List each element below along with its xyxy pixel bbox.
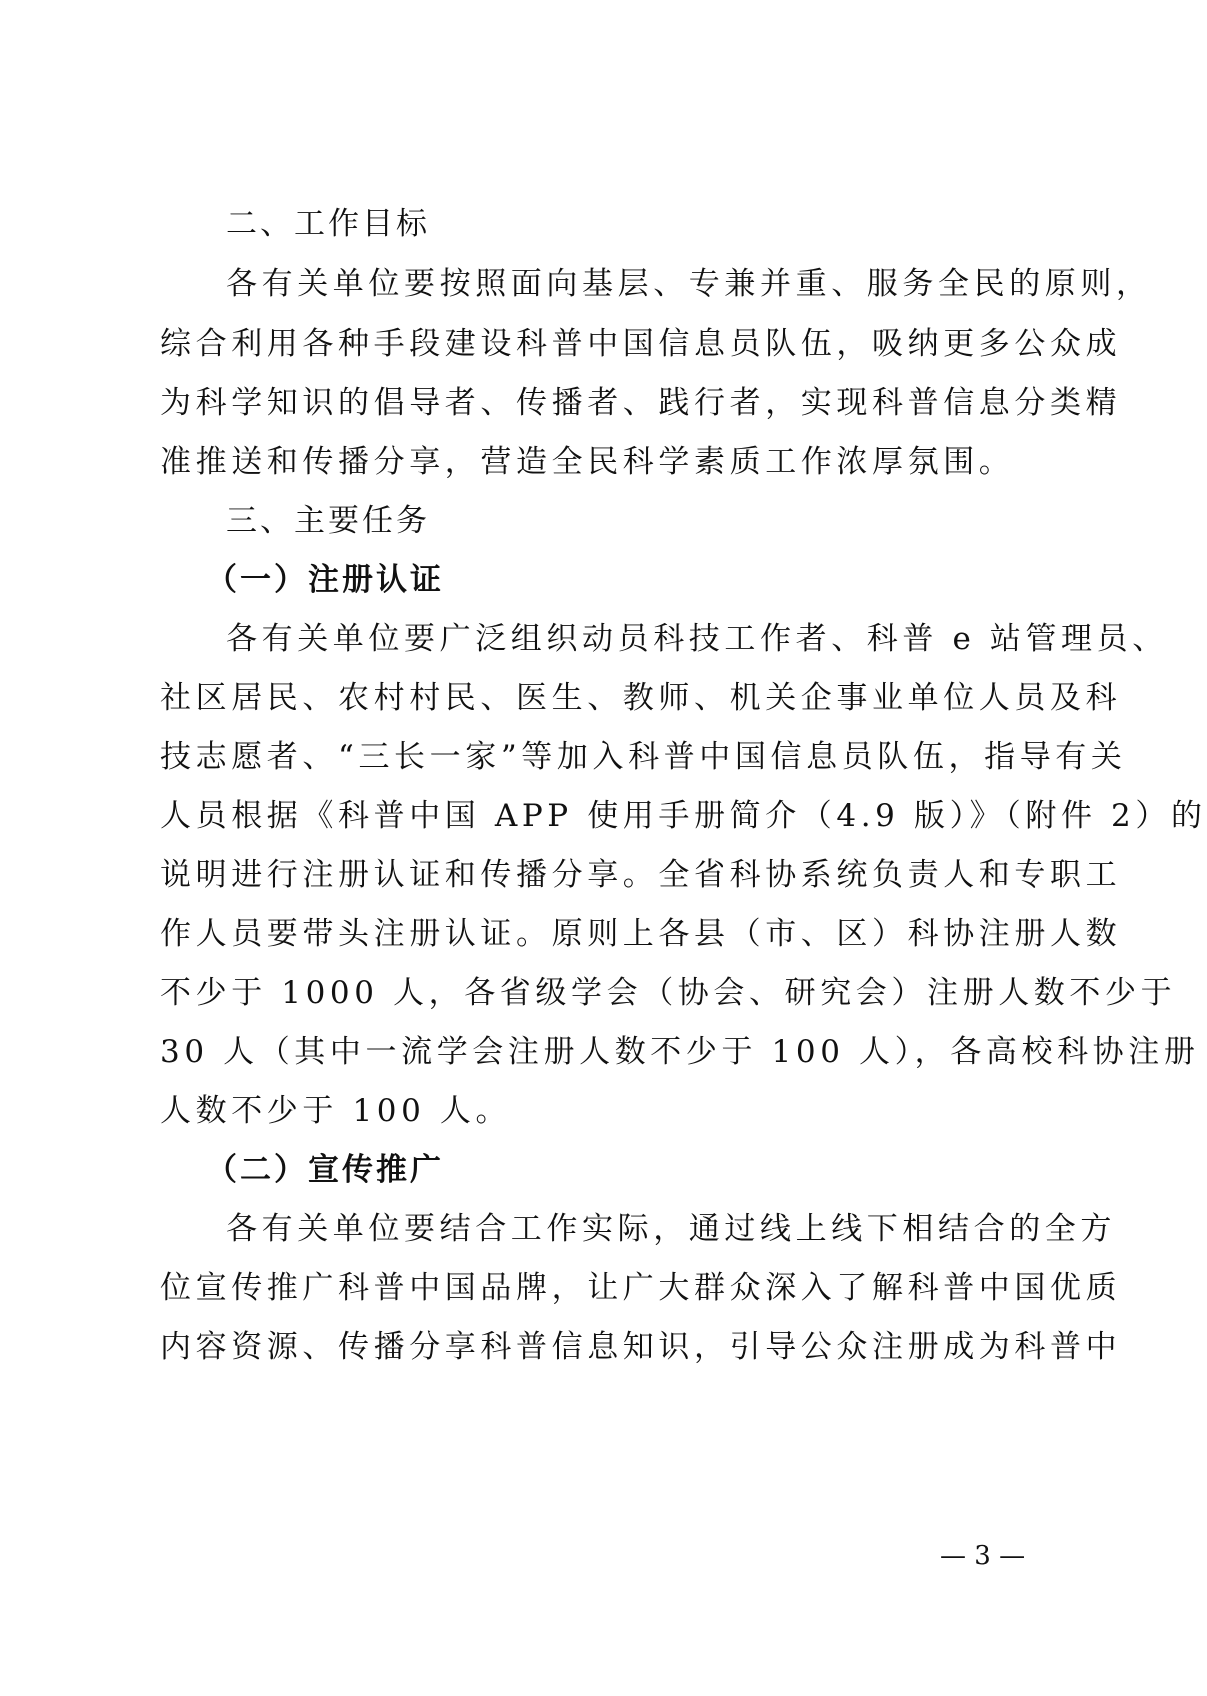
paragraph-line: 各有关单位要按照面向基层、专兼并重、服务全民的原则， bbox=[226, 266, 1152, 302]
paragraph-line: 社区居民、农村村民、医生、教师、机关企事业单位人员及科 bbox=[160, 680, 1122, 716]
paragraph-line: 30 人（其中一流学会注册人数不少于 100 人），各高校科协注册 bbox=[160, 1034, 1200, 1070]
paragraph-line: 位宣传推广科普中国品牌，让广大群众深入了解科普中国优质 bbox=[160, 1270, 1122, 1306]
paragraph-line: 说明进行注册认证和传播分享。全省科协系统负责人和专职工 bbox=[160, 857, 1122, 893]
paragraph-line: 技志愿者、“三长一家”等加入科普中国信息员队伍，指导有关 bbox=[160, 739, 1127, 775]
subsection-heading-registration: （一）注册认证 bbox=[206, 562, 444, 598]
paragraph-line: 人员根据《科普中国 APP 使用手册简介（4.9 版）》（附件 2）的 bbox=[160, 798, 1207, 834]
paragraph-line: 综合利用各种手段建设科普中国信息员队伍，吸纳更多公众成 bbox=[160, 326, 1122, 362]
paragraph-line: 内容资源、传播分享科普信息知识，引导公众注册成为科普中 bbox=[160, 1329, 1122, 1365]
paragraph-line: 各有关单位要结合工作实际，通过线上线下相结合的全方 bbox=[226, 1211, 1116, 1247]
paragraph-line: 作人员要带头注册认证。原则上各县（市、区）科协注册人数 bbox=[160, 916, 1122, 952]
section-heading-main-tasks: 三、主要任务 bbox=[226, 503, 430, 539]
page-number: — 3 — bbox=[940, 1541, 1026, 1571]
paragraph-line: 人数不少于 100 人。 bbox=[160, 1093, 512, 1129]
subsection-heading-promotion: （二）宣传推广 bbox=[206, 1152, 444, 1188]
paragraph-line: 各有关单位要广泛组织动员科技工作者、科普 e 站管理员、 bbox=[226, 621, 1168, 657]
paragraph-line: 为科学知识的倡导者、传播者、践行者，实现科普信息分类精 bbox=[160, 385, 1122, 421]
paragraph-line: 不少于 1000 人，各省级学会（协会、研究会）注册人数不少于 bbox=[160, 975, 1177, 1011]
section-heading-work-goals: 二、工作目标 bbox=[226, 206, 430, 242]
paragraph-line: 准推送和传播分享，营造全民科学素质工作浓厚氛围。 bbox=[160, 444, 1015, 480]
